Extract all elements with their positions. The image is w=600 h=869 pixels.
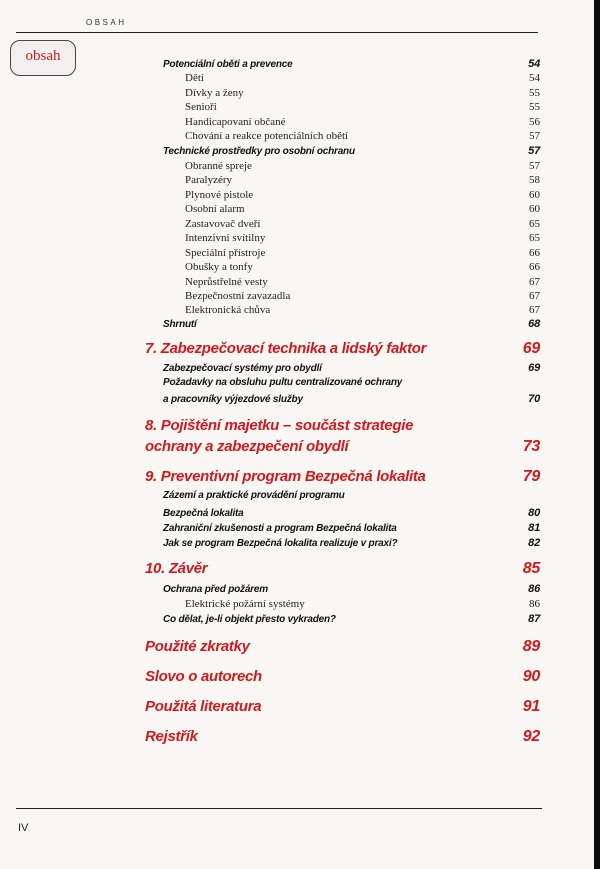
toc-entry-page: 66: [529, 261, 540, 273]
running-header: OBSAH: [86, 18, 127, 27]
toc-entry-page: 57: [528, 145, 540, 157]
toc-entry-title: Zázemí a praktické provádění programu: [163, 490, 345, 501]
toc-entry-page: 58: [529, 174, 540, 186]
toc-entry-title: Ochrana před požárem: [163, 584, 268, 595]
toc-subsection: [145, 290, 540, 302]
toc-subsection: [145, 101, 540, 113]
toc-entry-title: Zabezpečovací systémy pro obydlí: [163, 363, 322, 374]
page-edge-shadow: [594, 0, 600, 869]
toc-entry-title: Chování a reakce potenciálních obětí: [185, 130, 349, 142]
toc-entry-title: Speciální přístroje: [185, 247, 266, 259]
toc-entry-title: Osobní alarm: [185, 203, 245, 215]
header-rule: [16, 32, 538, 33]
toc-entry-title: Zahraniční zkušenosti a program Bezpečná lokalita: [163, 523, 397, 534]
toc-section: [145, 537, 540, 549]
toc-entry-page: 60: [529, 203, 540, 215]
toc-subsection: [145, 218, 540, 230]
toc-entry-page: 81: [528, 522, 540, 534]
toc-entry-page: 68: [528, 318, 540, 330]
toc-entry-page: 89: [522, 638, 540, 655]
toc-entry-page: 66: [529, 247, 540, 259]
toc-entry-page: 79: [522, 468, 540, 485]
toc-entry-page: 86: [528, 583, 540, 595]
toc-entry-title: Technické prostředky pro osobní ochranu: [163, 146, 355, 157]
toc-entry-title: 7. Zabezpečovací technika a lidský faktor: [145, 340, 427, 357]
toc-entry-title: Použité zkratky: [145, 638, 250, 655]
toc-subsection: [145, 232, 540, 244]
toc-entry-page: 65: [529, 232, 540, 244]
toc-entry-page: 87: [528, 613, 540, 625]
toc-chapter: [145, 668, 540, 686]
toc-section: [145, 507, 540, 519]
toc-entry-title: Potenciální oběti a prevence: [163, 59, 293, 70]
toc-entry-title: Shrnutí: [163, 319, 197, 330]
toc-entry-page: 56: [529, 116, 540, 128]
toc-subsection: [145, 189, 540, 201]
footer-rule: [16, 808, 542, 809]
toc-entry-title: Jak se program Bezpečná lokalita realizuje v praxi?: [163, 538, 398, 549]
toc-section: [145, 490, 540, 501]
toc-subsection: [145, 203, 540, 215]
toc-entry-title: a pracovníky výjezdové služby: [163, 394, 303, 405]
toc-entry-page: 86: [529, 598, 540, 610]
toc-entry-title: Neprůstřelné vesty: [185, 276, 268, 288]
toc-subsection: [145, 304, 540, 316]
toc-entry-title: Paralyzéry: [185, 174, 233, 186]
toc-entry-title: Senioři: [185, 101, 217, 113]
section-tab: [10, 40, 76, 76]
toc-chapter: [145, 728, 540, 746]
toc-entry-title: Slovo o autorech: [145, 668, 262, 685]
toc-chapter: [145, 468, 540, 486]
toc-entry-page: 57: [529, 160, 540, 172]
toc-chapter: [145, 438, 540, 456]
toc-subsection: [145, 160, 540, 172]
toc-entry-title: Elektronická chůva: [185, 304, 271, 316]
toc-subsection: [145, 130, 540, 142]
toc-entry-title: Děti: [185, 72, 204, 84]
toc-chapter: [145, 340, 540, 358]
toc-entry-page: 82: [528, 537, 540, 549]
toc-entry-title: Elektrické požární systémy: [185, 598, 305, 610]
toc-entry-page: 80: [528, 507, 540, 519]
toc-entry-title: Bezpečná lokalita: [163, 508, 244, 519]
toc-section: [145, 377, 540, 388]
toc-entry-page: 90: [522, 668, 540, 685]
toc-entry-page: 92: [522, 728, 540, 745]
toc-section: [145, 583, 540, 595]
page-number: IV: [18, 822, 29, 834]
toc-entry-title: Obušky a tonfy: [185, 261, 253, 273]
toc-entry-title: Handicapovaní občané: [185, 116, 286, 128]
toc-subsection: [145, 261, 540, 273]
toc-subsection: [145, 174, 540, 186]
toc-entry-title: Požadavky na obsluhu pultu centralizované ochrany: [163, 377, 403, 388]
toc-subsection: [145, 72, 540, 84]
section-tab-label: obsah: [25, 48, 61, 64]
toc-subsection: [145, 87, 540, 99]
toc-entry-title: Rejstřík: [145, 728, 198, 745]
toc-subsection: [145, 276, 540, 288]
toc-entry-title: Obranné spreje: [185, 160, 252, 172]
toc-chapter: [145, 417, 540, 434]
toc-entry-page: 55: [529, 87, 540, 99]
toc-section: [145, 393, 540, 405]
toc-entry-title: Intenzivní svítilny: [185, 232, 266, 244]
toc-subsection: [145, 247, 540, 259]
toc-entry-title: Co dělat, je-li objekt přesto vykraden?: [163, 614, 336, 625]
toc-section: [145, 145, 540, 157]
toc-section: [145, 58, 540, 70]
toc-entry-title: 10. Závěr: [145, 560, 208, 577]
toc-entry-page: 69: [528, 362, 540, 374]
toc-chapter: [145, 698, 540, 716]
toc-entry-title: Bezpečnostní zavazadla: [185, 290, 291, 302]
toc-entry-page: 54: [528, 58, 540, 70]
toc-entry-title: Dívky a ženy: [185, 87, 244, 99]
toc-entry-page: 60: [529, 189, 540, 201]
toc-section: [145, 522, 540, 534]
toc-entry-title: Použitá literatura: [145, 698, 262, 715]
toc-entry-title: Zastavovač dveří: [185, 218, 261, 230]
toc-entry-title: 9. Preventivní program Bezpečná lokalita: [145, 468, 426, 485]
toc-entry-page: 65: [529, 218, 540, 230]
toc-entry-page: 85: [522, 560, 540, 577]
toc-entry-page: 91: [522, 698, 540, 715]
toc-entry-page: 54: [529, 72, 540, 84]
toc-entry-page: 67: [529, 276, 540, 288]
toc-entry-page: 67: [529, 304, 540, 316]
toc-entry-page: 57: [529, 130, 540, 142]
toc-entry-page: 67: [529, 290, 540, 302]
toc-entry-page: 73: [522, 438, 540, 455]
toc-entry-title: Plynové pistole: [185, 189, 254, 201]
toc-chapter: [145, 560, 540, 578]
toc-subsection: [145, 116, 540, 128]
toc-entry-title: 8. Pojištění majetku – součást strategie: [145, 417, 414, 434]
toc-entry-title: ochrany a zabezpečení obydlí: [145, 438, 349, 455]
toc-subsection: [145, 598, 540, 610]
toc-entry-page: 55: [529, 101, 540, 113]
toc-chapter: [145, 638, 540, 656]
toc-section: [145, 362, 540, 374]
toc-section: [145, 318, 540, 330]
toc-section: [145, 613, 540, 625]
toc-entry-page: 70: [528, 393, 540, 405]
toc-entry-page: 69: [522, 340, 540, 357]
